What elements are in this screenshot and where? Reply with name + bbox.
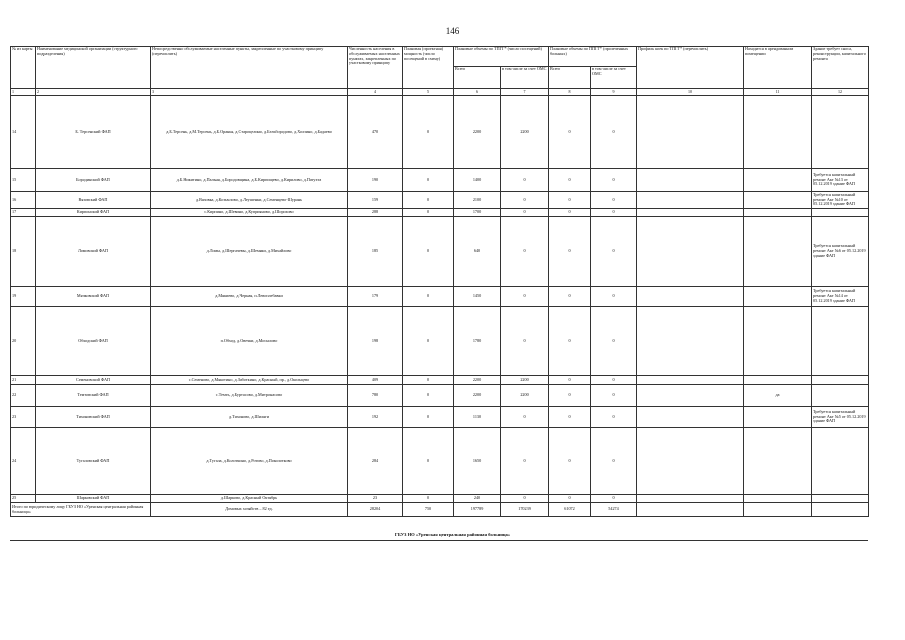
header-capacity: Плановая (проектная) мощность (число посещений в смену) [403, 47, 454, 89]
row-profile [637, 96, 744, 169]
facility-table [10, 46, 869, 517]
row-leased [744, 96, 812, 169]
row-leased [744, 192, 812, 209]
row-capacity: 0 [403, 287, 454, 307]
row-population: 198 [348, 307, 403, 376]
row-volume-oms: 0 [501, 169, 549, 192]
row-needs [812, 307, 869, 376]
row-leased [744, 287, 812, 307]
header-profile: Профиль коек по ТПГГ* (перечислить) [637, 47, 744, 89]
row-population: 288 [348, 209, 403, 217]
organization-name: ГБУЗ НО «Уренская центральная районная больница» [394, 532, 511, 537]
row-volume-total: 1780 [454, 307, 501, 376]
total-empty-cell [812, 503, 869, 517]
row-number: 25 [11, 495, 36, 503]
column-index: 6 [454, 89, 501, 96]
row-population: 185 [348, 217, 403, 287]
row-volume-oms: 2200 [501, 376, 549, 385]
row-number: 23 [11, 407, 36, 428]
row-profile [637, 376, 744, 385]
row-needs [812, 385, 869, 407]
row-volume-total: 2200 [454, 385, 501, 407]
row-ppgg-oms: 0 [591, 428, 637, 495]
row-profile [637, 217, 744, 287]
row-settlements: д.Б.Терсень, д.М.Терсень, д.Б.Оранья, д.Староцелино, д.Бельбородово, д.Холзино, д.Бадаево [151, 96, 348, 169]
total-population: 28204 [348, 503, 403, 517]
row-volume-oms: 0 [501, 495, 549, 503]
row-ppgg-oms: 0 [591, 209, 637, 217]
row-profile [637, 495, 744, 503]
row-settlements: с.Темть, д.Буртасово, д.Митронасово [151, 385, 348, 407]
header-leased: Находится в арендованном помещении [744, 47, 812, 89]
row-profile [637, 428, 744, 495]
row-ppgg-total: 0 [549, 407, 591, 428]
row-organization: Семеновский ФАП [36, 376, 151, 385]
row-settlements: д.Б.Никитино, д.Пальня, д.Бородовщина, д.Б.Кирпищево, д.Кирилово, д.Патухта [151, 169, 348, 192]
column-index: 8 [549, 89, 591, 96]
row-organization: Вязовский ФАП [36, 192, 151, 209]
row-volume-total: 640 [454, 217, 501, 287]
row-population: 23 [348, 495, 403, 503]
row-volume-oms: 0 [501, 307, 549, 376]
row-leased [744, 495, 812, 503]
row-number: 19 [11, 287, 36, 307]
row-volume-oms: 0 [501, 217, 549, 287]
row-volume-total: 240 [454, 495, 501, 503]
row-capacity: 0 [403, 428, 454, 495]
row-population: 780 [348, 385, 403, 407]
row-settlements: д.Шарково, д.Красный Октябрь [151, 495, 348, 503]
row-capacity: 0 [403, 192, 454, 209]
header-ppgg-total: Всего [549, 67, 591, 89]
row-needs [812, 96, 869, 169]
row-number: 18 [11, 217, 36, 287]
header-ppgg-oms: в том числе за счет ОМС [591, 67, 637, 89]
row-volume-oms: 2200 [501, 96, 549, 169]
row-ppgg-total: 0 [549, 307, 591, 376]
row-ppgg-oms: 0 [591, 192, 637, 209]
row-ppgg-oms: 0 [591, 495, 637, 503]
row-ppgg-total: 0 [549, 192, 591, 209]
row-settlements: д.Ломы, д.Шергачевы, д.Шемяки, д.Михайлово [151, 217, 348, 287]
row-ppgg-total: 0 [549, 385, 591, 407]
row-leased [744, 217, 812, 287]
row-organization: Тугаловский ФАП [36, 428, 151, 495]
row-population: 190 [348, 169, 403, 192]
total-label: Итого по юридическому лицу ГБУЗ НО «Уренская центральная районная больница» [11, 503, 151, 517]
row-organization: Ломовский ФАП [36, 217, 151, 287]
table-row [11, 96, 869, 169]
row-needs: Требуется капитальный ремонт Акт №14 от 05.12.2019 здание ФАП [812, 287, 869, 307]
header-volume-oms: в том числе за счет ОМС [501, 67, 549, 89]
row-capacity: 0 [403, 217, 454, 287]
table-row [11, 209, 869, 217]
row-organization: Тихоновский ФАП [36, 407, 151, 428]
column-index: 10 [637, 89, 744, 96]
header-needs: Здание требует сноса, реконструкции, капитального ремонта [812, 47, 869, 89]
row-organization: Б. Терсенский ФАП [36, 96, 151, 169]
column-index: 12 [812, 89, 869, 96]
table-row [11, 428, 869, 495]
row-settlements: д.Вязовка, д.Козьмлово, д.Леушенки, д.Семенцево-Шурань [151, 192, 348, 209]
row-needs: Требуется капитальный ремонт Акт №13 от 05.12.2019 здание ФАП [812, 169, 869, 192]
row-organization: Мячковский ФАП [36, 287, 151, 307]
row-leased [744, 209, 812, 217]
row-capacity: 0 [403, 407, 454, 428]
row-organization: Кирпонский ФАП [36, 209, 151, 217]
column-index: 2 [36, 89, 151, 96]
row-population: 284 [348, 428, 403, 495]
row-organization: Шарковский ФАП [36, 495, 151, 503]
table-row [11, 169, 869, 192]
row-needs [812, 376, 869, 385]
table-row [11, 192, 869, 209]
row-volume-total: 1700 [454, 209, 501, 217]
total-empty-cell [637, 503, 744, 517]
row-number: 15 [11, 169, 36, 192]
row-leased [744, 169, 812, 192]
column-index: 1 [11, 89, 36, 96]
table-row [11, 495, 869, 503]
total-row [11, 503, 869, 517]
row-volume-total: 2200 [454, 376, 501, 385]
row-ppgg-oms: 0 [591, 407, 637, 428]
row-leased [744, 428, 812, 495]
row-leased [744, 307, 812, 376]
row-needs: Требуется капитальный ремонт Акт №10 от 05.12.2019 здание ФАП [812, 192, 869, 209]
table-row [11, 407, 869, 428]
row-settlements: д.Мякиево, д.Черная, п.Левоплебавки [151, 287, 348, 307]
row-volume-oms: 0 [501, 428, 549, 495]
row-number: 22 [11, 385, 36, 407]
row-ppgg-oms: 0 [591, 385, 637, 407]
row-ppgg-oms: 0 [591, 307, 637, 376]
row-volume-oms: 2200 [501, 385, 549, 407]
header-organization: Наименование медицинской организации (структурного подразделения) [36, 47, 151, 89]
column-index: 11 [744, 89, 812, 96]
row-volume-total: 1450 [454, 287, 501, 307]
header-volume-total: Всего [454, 67, 501, 89]
row-settlements: д.Тугала, д.Колоткино, д.Ротово, д.Поколотково [151, 428, 348, 495]
row-ppgg-total: 0 [549, 169, 591, 192]
row-number: 21 [11, 376, 36, 385]
row-capacity: 0 [403, 169, 454, 192]
row-ppgg-total: 0 [549, 209, 591, 217]
row-number: 14 [11, 96, 36, 169]
row-leased [744, 407, 812, 428]
row-volume-total: 1650 [454, 428, 501, 495]
total-volume-oms: 170239 [501, 503, 549, 517]
row-profile [637, 307, 744, 376]
column-index-row [11, 89, 869, 96]
row-volume-total: 2100 [454, 192, 501, 209]
header-number: № из карты [11, 47, 36, 89]
header-population: Численность населения в обслуживаемых населенных пунктах, закрепленных по участковому принципу [348, 47, 403, 89]
page-number: 146 [445, 26, 460, 36]
row-number: 20 [11, 307, 36, 376]
header-volume-ttgg: Плановые объемы по ТПГГ* (число посещений) [454, 47, 549, 67]
row-population: 192 [348, 407, 403, 428]
row-profile [637, 169, 744, 192]
row-profile [637, 385, 744, 407]
total-ppgg-total: 61072 [549, 503, 591, 517]
row-profile [637, 407, 744, 428]
row-population: 409 [348, 376, 403, 385]
row-number: 16 [11, 192, 36, 209]
row-leased [744, 376, 812, 385]
table-row [11, 376, 869, 385]
row-needs [812, 209, 869, 217]
table-row [11, 307, 869, 376]
total-settlements: Домовых хозяйств – 82 ед. [151, 503, 348, 517]
row-profile [637, 287, 744, 307]
column-index: 3 [151, 89, 348, 96]
row-number: 24 [11, 428, 36, 495]
row-volume-oms: 0 [501, 287, 549, 307]
row-capacity: 0 [403, 376, 454, 385]
row-volume-oms: 0 [501, 192, 549, 209]
row-ppgg-total: 0 [549, 376, 591, 385]
row-capacity: 0 [403, 385, 454, 407]
total-capacity: 750 [403, 503, 454, 517]
row-ppgg-total: 0 [549, 287, 591, 307]
row-needs: Требуется капитальный ремонт Акт №5 от 05.12.2019 здание ФАП [812, 407, 869, 428]
row-organization: Темтовский ФАП [36, 385, 151, 407]
column-index: 9 [591, 89, 637, 96]
row-ppgg-total: 0 [549, 428, 591, 495]
row-settlements: д.Тихоново, д.Шиляги [151, 407, 348, 428]
row-population: 179 [348, 287, 403, 307]
row-profile [637, 209, 744, 217]
organization-underline [10, 540, 868, 541]
row-settlements: с.Семеново, д.Мякотино, д.Заботкино, д.Красный, пр., д.Окольцево [151, 376, 348, 385]
row-ppgg-oms: 0 [591, 169, 637, 192]
table-row [11, 385, 869, 407]
total-volume-total: 197789 [454, 503, 501, 517]
row-ppgg-oms: 0 [591, 96, 637, 169]
header-settlements: Непосредственно обслуживаемые населенные пункты, закрепленные по участковому принципу (перечислить) [151, 47, 348, 89]
row-volume-oms: 0 [501, 407, 549, 428]
row-ppgg-oms: 0 [591, 376, 637, 385]
row-capacity: 0 [403, 307, 454, 376]
table-row [11, 217, 869, 287]
row-capacity: 0 [403, 495, 454, 503]
row-leased: да [744, 385, 812, 407]
row-settlements: с.Кирпино, д.Шевино, д.Куприяново, д.Шорохово [151, 209, 348, 217]
row-volume-total: 1130 [454, 407, 501, 428]
row-ppgg-oms: 0 [591, 217, 637, 287]
column-index: 4 [348, 89, 403, 96]
row-ppgg-oms: 0 [591, 287, 637, 307]
row-needs: Требуется капитальный ремонт Акт №6 от 05.12.2019 здание ФАП [812, 217, 869, 287]
table-row [11, 287, 869, 307]
row-needs [812, 428, 869, 495]
row-organization: Обходский ФАП [36, 307, 151, 376]
row-ppgg-total: 0 [549, 217, 591, 287]
total-empty-cell [744, 503, 812, 517]
row-population: 470 [348, 96, 403, 169]
row-volume-total: 1400 [454, 169, 501, 192]
column-index: 5 [403, 89, 454, 96]
row-volume-oms: 0 [501, 209, 549, 217]
row-profile [637, 192, 744, 209]
row-capacity: 0 [403, 209, 454, 217]
row-needs [812, 495, 869, 503]
header-volume-ppgg: Плановые объемы по ППГГ* (пролеченных больных) [549, 47, 637, 67]
row-ppgg-total: 0 [549, 495, 591, 503]
row-ppgg-total: 0 [549, 96, 591, 169]
row-population: 159 [348, 192, 403, 209]
column-index: 7 [501, 89, 549, 96]
row-settlements: п.Обход, д.Овечки, д.Мосылово [151, 307, 348, 376]
row-number: 17 [11, 209, 36, 217]
row-capacity: 0 [403, 96, 454, 169]
total-ppgg-oms: 54274 [591, 503, 637, 517]
row-organization: Бородинский ФАП [36, 169, 151, 192]
row-volume-total: 2200 [454, 96, 501, 169]
